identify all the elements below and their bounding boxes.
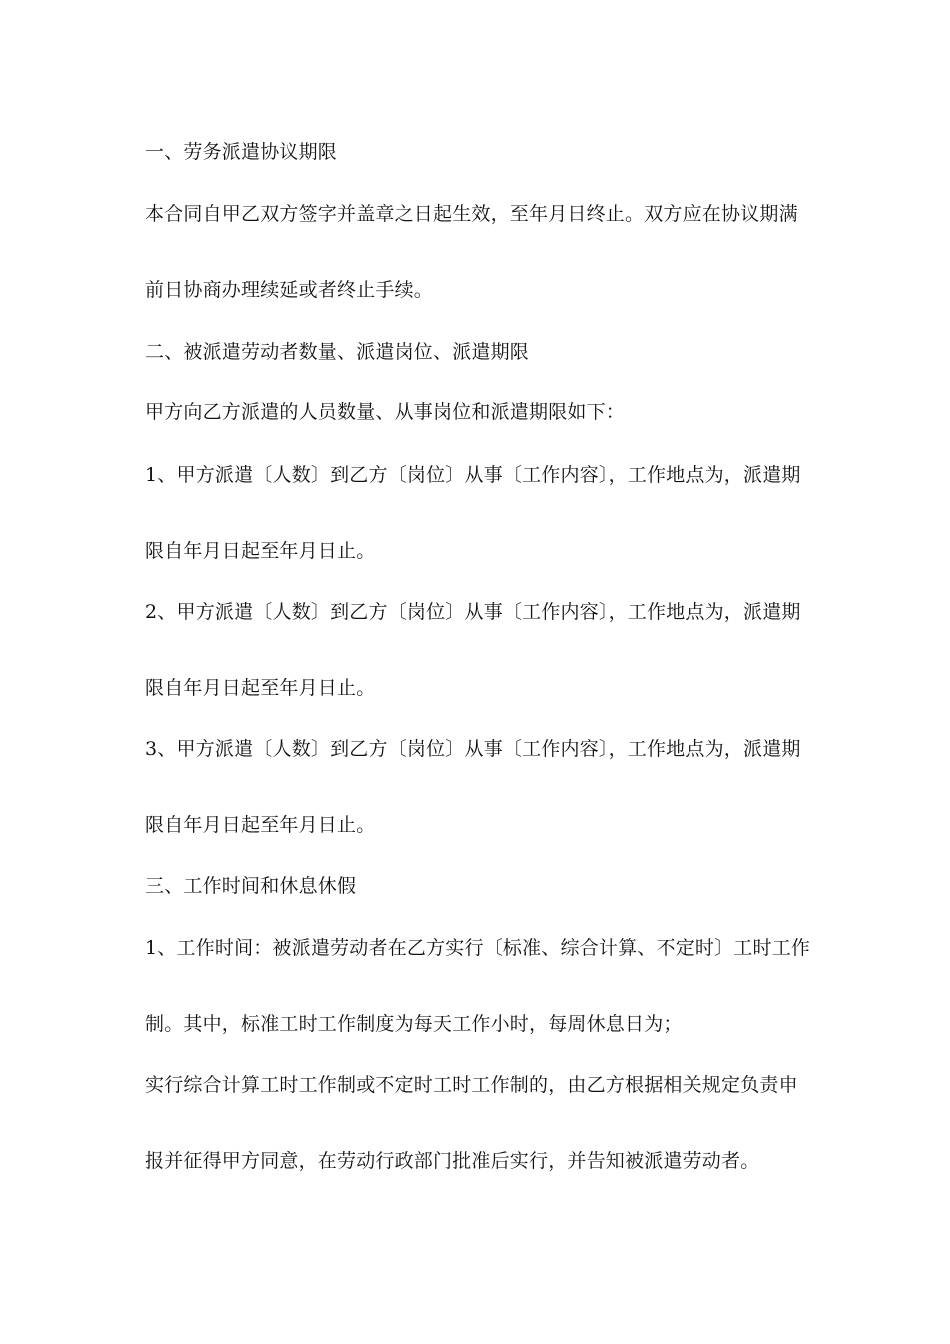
item-text: 、甲方派遣〔人数〕到乙方〔岗位〕从事〔工作内容〕，工作地点为，派遣期 bbox=[157, 464, 801, 486]
section1-heading: 一、劳务派遣协议期限 bbox=[145, 141, 338, 163]
section2-item-2-line1 bbox=[145, 599, 801, 625]
section2-item-3-line1 bbox=[145, 736, 801, 762]
item-number: 1 bbox=[145, 464, 158, 486]
section3-paragraph-line2: 报并征得甲方同意，在劳动行政部门批准后实行，并告知被派遣劳动者。 bbox=[145, 1150, 760, 1172]
item-text: 、甲方派遣〔人数〕到乙方〔岗位〕从事〔工作内容〕，工作地点为，派遣期 bbox=[157, 738, 801, 760]
section1-paragraph-line1: 本合同自甲乙双方签字并盖章之日起生效，至年月日终止。双方应在协议期满 bbox=[145, 203, 798, 225]
item-text: 、甲方派遣〔人数〕到乙方〔岗位〕从事〔工作内容〕，工作地点为，派遣期 bbox=[157, 601, 801, 623]
item-number: 3 bbox=[145, 738, 158, 760]
section3-paragraph-line1: 实行综合计算工时工作制或不定时工时工作制的，由乙方根据相关规定负责申 bbox=[145, 1074, 798, 1096]
section1-paragraph-line2: 前日协商办理续延或者终止手续。 bbox=[145, 279, 434, 301]
section2-item-1-line1 bbox=[145, 462, 801, 488]
section3-item-1-line2: 制。其中，标准工时工作制度为每天工作小时，每周休息日为； bbox=[145, 1013, 683, 1035]
section2-item-2-line2: 限自年月日起至年月日止。 bbox=[145, 677, 376, 699]
item-number: 1 bbox=[145, 937, 158, 959]
item-number: 2 bbox=[145, 601, 158, 623]
section3-heading: 三、工作时间和休息休假 bbox=[145, 875, 357, 897]
section2-item-1-line2: 限自年月日起至年月日止。 bbox=[145, 540, 376, 562]
section2-intro: 甲方向乙方派遣的人员数量、从事岗位和派遣期限如下： bbox=[145, 401, 626, 423]
section2-heading: 二、被派遣劳动者数量、派遣岗位、派遣期限 bbox=[145, 341, 530, 363]
section3-item-1-line1 bbox=[145, 935, 810, 961]
item-text: 、工作时间：被派遣劳动者在乙方实行〔标准、综合计算、不定时〕工时工作 bbox=[157, 937, 811, 959]
section2-item-3-line2: 限自年月日起至年月日止。 bbox=[145, 814, 376, 836]
